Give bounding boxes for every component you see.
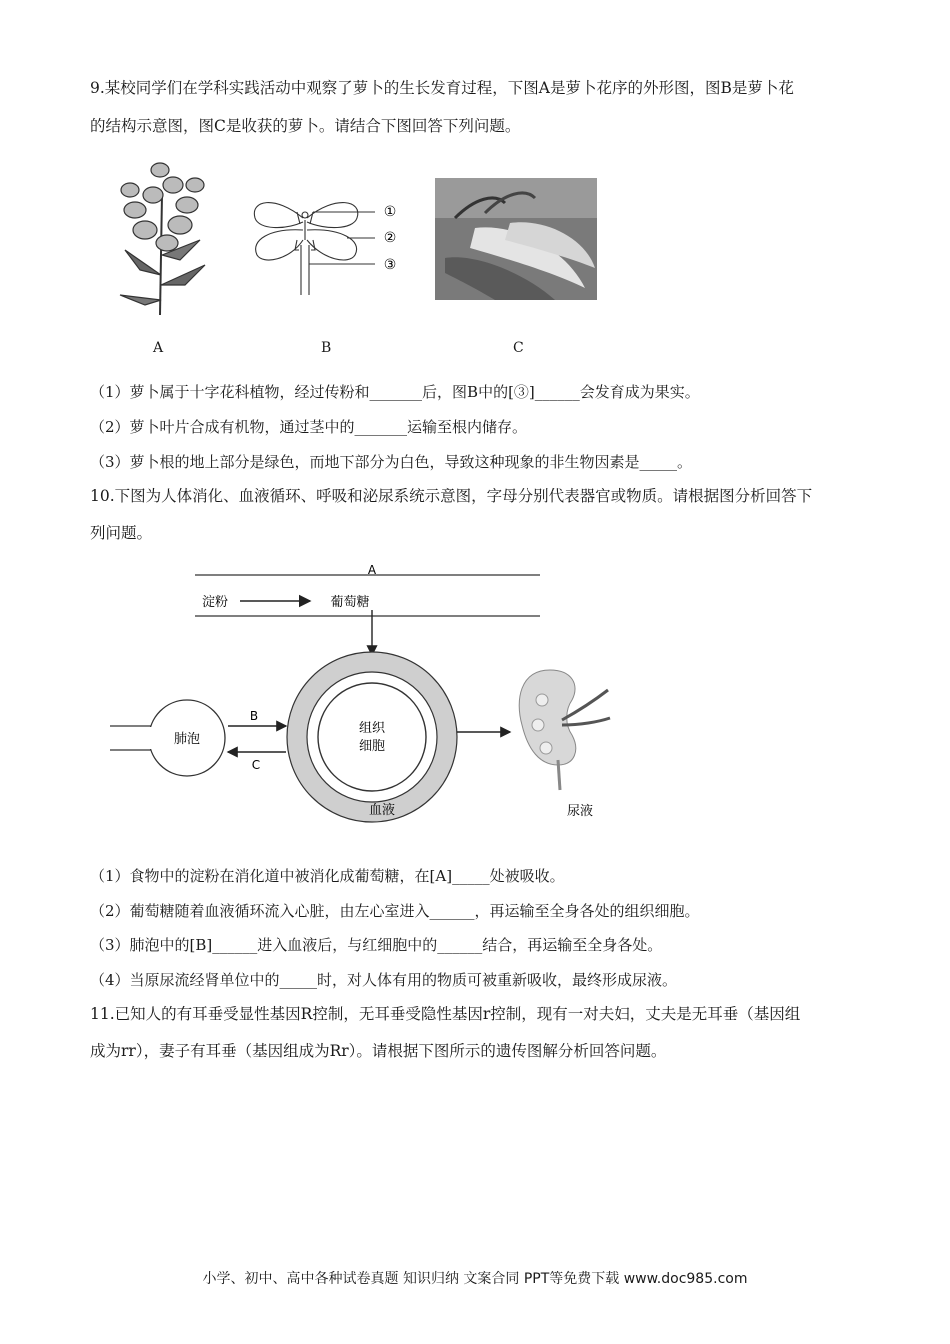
- q10-sub2: （2）葡萄糖随着血液循环流入心脏，由左心室进入______，再运输至全身各处的组织细胞。: [90, 902, 700, 920]
- letter-b: B: [249, 709, 259, 723]
- q11-stem-line1: 11.已知人的有耳垂受显性基因R控制，无耳垂受隐性基因r控制，现有一对夫妇，丈夫是无耳垂（基因组: [90, 1005, 801, 1023]
- figure-label-a: A: [153, 340, 164, 356]
- q10-sub1: （1）食物中的淀粉在消化道中被消化成葡萄糖，在[A]_____处被吸收。: [90, 867, 565, 885]
- figure-label-b: B: [321, 340, 332, 356]
- q10-stem-line2: 列问题。: [90, 524, 153, 542]
- q11-stem-line2: 成为rr），妻子有耳垂（基因组成为Rr）。请根据下图所示的遗传图解分析回答问题。: [90, 1042, 667, 1060]
- body-systems-diagram: [110, 560, 650, 835]
- callout-3: ③: [383, 257, 397, 273]
- letter-c: C: [251, 758, 261, 772]
- q9-sub1: （1）萝卜属于十字花科植物，经过传粉和_______后，图B中的[③]______会发育成为果实。: [90, 383, 700, 401]
- page-footer: 小学、初中、高中各种试卷真题 知识归纳 文案合同 PPT等免费下载 www.doc985.com: [202, 1271, 748, 1287]
- kidney-figure: [519, 670, 610, 790]
- radish-flower-structure-figure: [245, 190, 405, 320]
- harvested-radish-photo: [435, 178, 597, 300]
- q9-stem-line1: 9.某校同学们在学科实践活动中观察了萝卜的生长发育过程，下图A是萝卜花序的外形图，图B是萝卜花: [90, 79, 794, 97]
- q9-stem-line2: 的结构示意图，图C是收获的萝卜。请结合下图回答下列问题。: [90, 117, 521, 135]
- tissue-cell-label-line1: 组织: [358, 721, 386, 736]
- urine-label: 尿液: [566, 804, 594, 819]
- letter-a: A: [367, 563, 377, 577]
- starch-label: 淀粉: [201, 595, 229, 610]
- callout-2: ②: [383, 230, 397, 246]
- q10-stem-line1: 10.下图为人体消化、血液循环、呼吸和泌尿系统示意图，字母分别代表器官或物质。请根据图分析回答下: [90, 487, 813, 505]
- alveolus-label: 肺泡: [173, 732, 201, 747]
- q10-sub3: （3）肺泡中的[B]______进入血液后，与红细胞中的______结合，再运输至全身各处。: [90, 936, 663, 954]
- q10-sub4: （4）当原尿流经肾单位中的_____时，对人体有用的物质可被重新吸收，最终形成尿液。: [90, 971, 678, 989]
- tissue-cell-label-line2: 细胞: [358, 739, 386, 754]
- figure-label-c: C: [513, 340, 524, 356]
- q9-sub2: （2）萝卜叶片合成有机物，通过茎中的_______运输至根内储存。: [90, 418, 528, 436]
- callout-1: ①: [383, 204, 397, 220]
- radish-inflorescence-figure: [105, 155, 220, 320]
- q9-sub3: （3）萝卜根的地上部分是绿色，而地下部分为白色，导致这种现象的非生物因素是_____。: [90, 453, 693, 471]
- glucose-label: 葡萄糖: [330, 595, 370, 610]
- blood-label: 血液: [368, 803, 396, 818]
